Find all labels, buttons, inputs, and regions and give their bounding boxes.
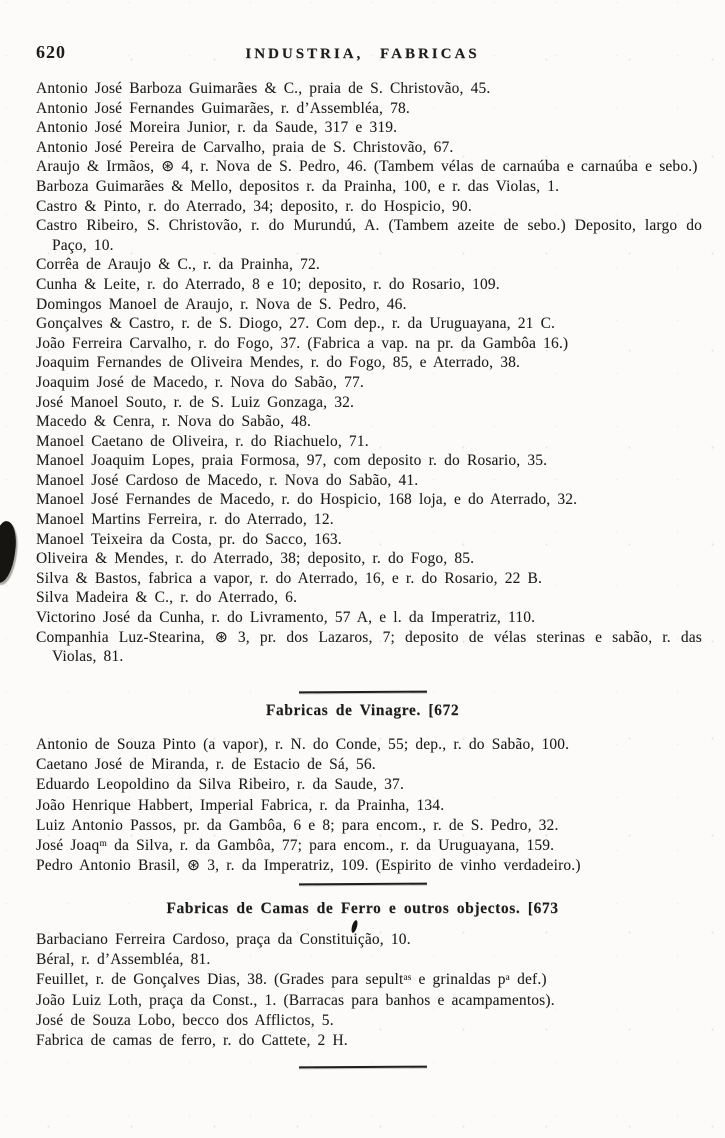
section-divider bbox=[298, 691, 426, 694]
directory-entry: João Henrique Habbert, Imperial Fabrica, r. da Prainha, 134. bbox=[36, 796, 445, 814]
directory-entry: José Joaqᵐ da Silva, r. da Gambôa, 77; para encom., r. da Uruguayana, 159. bbox=[36, 837, 555, 855]
directory-entry: Fabrica de camas de ferro, r. do Cattete, 2 H. bbox=[36, 1032, 348, 1050]
directory-entry: Joaquim Fernandes de Oliveira Mendes, r. do Fogo, 85, e Aterrado, 38. bbox=[36, 354, 521, 372]
directory-entry: Manoel Martins Ferreira, r. do Aterrado, 12. bbox=[36, 511, 334, 529]
directory-entry: Luiz Antonio Passos, pr. da Gambôa, 6 e 8; para encom., r. de S. Pedro, 32. bbox=[36, 816, 559, 834]
directory-entry: Oliveira & Mendes, r. do Aterrado, 38; deposito, r. do Fogo, 85. bbox=[36, 550, 475, 568]
directory-entry: Joaquim José de Macedo, r. Nova do Sabão, 77. bbox=[36, 373, 364, 391]
directory-entry: Antonio José Pereira de Carvalho, praia de S. Christovão, 67. bbox=[36, 138, 454, 156]
directory-entry: Victorino José da Cunha, r. do Livramento, 57 A, e l. da Imperatriz, 110. bbox=[36, 609, 536, 627]
section-divider bbox=[298, 883, 426, 886]
directory-entry: Caetano José de Miranda, r. de Estacio de Sá, 56. bbox=[36, 756, 376, 774]
page-number: 620 bbox=[36, 42, 66, 62]
directory-entry: Antonio José Fernandes Guimarães, r. d’Assembléa, 78. bbox=[36, 99, 410, 117]
directory-entry: Manoel Joaquim Lopes, praia Formosa, 97, com deposito r. do Rosario, 35. bbox=[36, 452, 548, 470]
directory-entry: José de Souza Lobo, becco dos Afflictos, 5. bbox=[36, 1011, 334, 1029]
directory-list-main bbox=[36, 79, 702, 667]
directory-entry: Barbaciano Ferreira Cardoso, praça da Constituição, 10. bbox=[36, 931, 411, 948]
directory-entry: Béral, r. d’Assembléa, 81. bbox=[36, 951, 211, 969]
directory-list-vinagre bbox=[36, 735, 702, 876]
directory-entry: Cunha & Leite, r. do Aterrado, 8 e 10; deposito, r. do Rosario, 109. bbox=[36, 275, 500, 293]
directory-entry: Domingos Manoel de Araujo, r. Nova de S. Pedro, 46. bbox=[36, 295, 407, 313]
directory-entry: Barboza Guimarães & Mello, depositos r. da Prainha, 100, e r. das Violas, 1. bbox=[36, 177, 560, 195]
directory-entry: Antonio de Souza Pinto (a vapor), r. N. do Conde, 55; dep., r. do Sabão, 100. bbox=[36, 736, 570, 753]
directory-entry: Antonio José Moreira Junior, r. da Saude, 317 e 319. bbox=[36, 119, 398, 137]
directory-entry: Manoel José Fernandes de Macedo, r. do Hospicio, 168 loja, e do Aterrado, 32. bbox=[36, 491, 578, 509]
ink-stain bbox=[0, 520, 19, 584]
directory-entry: Macedo & Cenra, r. Nova do Sabão, 48. bbox=[36, 413, 312, 431]
directory-entry: Silva Madeira & C., r. do Aterrado, 6. bbox=[36, 589, 298, 607]
bottom-divider bbox=[298, 1066, 426, 1069]
directory-entry: Castro & Pinto, r. do Aterrado, 34; deposito, r. do Hospicio, 90. bbox=[36, 197, 472, 215]
directory-entry: Manoel José Cardoso de Macedo, r. Nova do Sabão, 41. bbox=[36, 471, 419, 489]
directory-entry: José Manoel Souto, r. de S. Luiz Gonzaga, 32. bbox=[36, 393, 355, 411]
section-heading-camas-de-ferro: Fabricas de Camas de Ferro e outros objectos. [673 bbox=[166, 900, 559, 917]
directory-entry: Manoel Teixeira da Costa, pr. do Sacco, 163. bbox=[36, 530, 342, 548]
page-title: INDUSTRIA, FABRICAS bbox=[245, 46, 480, 62]
directory-entry: Manoel Caetano de Oliveira, r. do Riachuelo, 71. bbox=[36, 432, 369, 450]
directory-entry: Eduardo Leopoldino da Silva Ribeiro, r. da Saude, 37. bbox=[36, 776, 405, 794]
directory-entry: João Ferreira Carvalho, r. do Fogo, 37. (Fabrica a vap. na pr. da Gambôa 16.) bbox=[36, 334, 569, 352]
directory-entry: Companhia Luz-Stearina, ⊛ 3, pr. dos Lazaros, 7; deposito de vélas sterinas e sabão, r. das Violas, 81. bbox=[36, 628, 702, 666]
directory-entry: Antonio José Barboza Guimarães & C., praia de S. Christovão, 45. bbox=[36, 80, 491, 97]
directory-entry: Castro Ribeiro, S. Christovão, r. do Murundú, A. (Tambem azeite de sebo.) Deposito, largo do Paço, 10. bbox=[36, 217, 702, 254]
directory-entry: João Luiz Loth, praça da Const., 1. (Barracas para banhos e acampamentos). bbox=[36, 991, 555, 1009]
directory-entry: Feuillet, r. de Gonçalves Dias, 38. (Grades para sepultᵃˢ e grinaldas pᵃ def.) bbox=[36, 971, 547, 989]
directory-entry: Silva & Bastos, fabrica a vapor, r. do Aterrado, 16, e r. do Rosario, 22 B. bbox=[36, 569, 543, 587]
directory-entry: Gonçalves & Castro, r. de S. Diogo, 27. Com dep., r. da Uruguayana, 21 C. bbox=[36, 315, 556, 333]
directory-entry: Araujo & Irmãos, ⊛ 4, r. Nova de S. Pedro, 46. (Tambem vélas de carnaúba e carnaúba e sebo.) bbox=[36, 158, 698, 176]
section-heading-vinagre: Fabricas de Vinagre. [672 bbox=[265, 702, 460, 719]
directory-entry: Corrêa de Araujo & C., r. da Prainha, 72. bbox=[36, 256, 320, 274]
directory-list-camas bbox=[36, 930, 702, 1051]
directory-entry: Pedro Antonio Brasil, ⊛ 3, r. da Imperatriz, 109. (Espirito de vinho verdadeiro.) bbox=[36, 857, 581, 875]
